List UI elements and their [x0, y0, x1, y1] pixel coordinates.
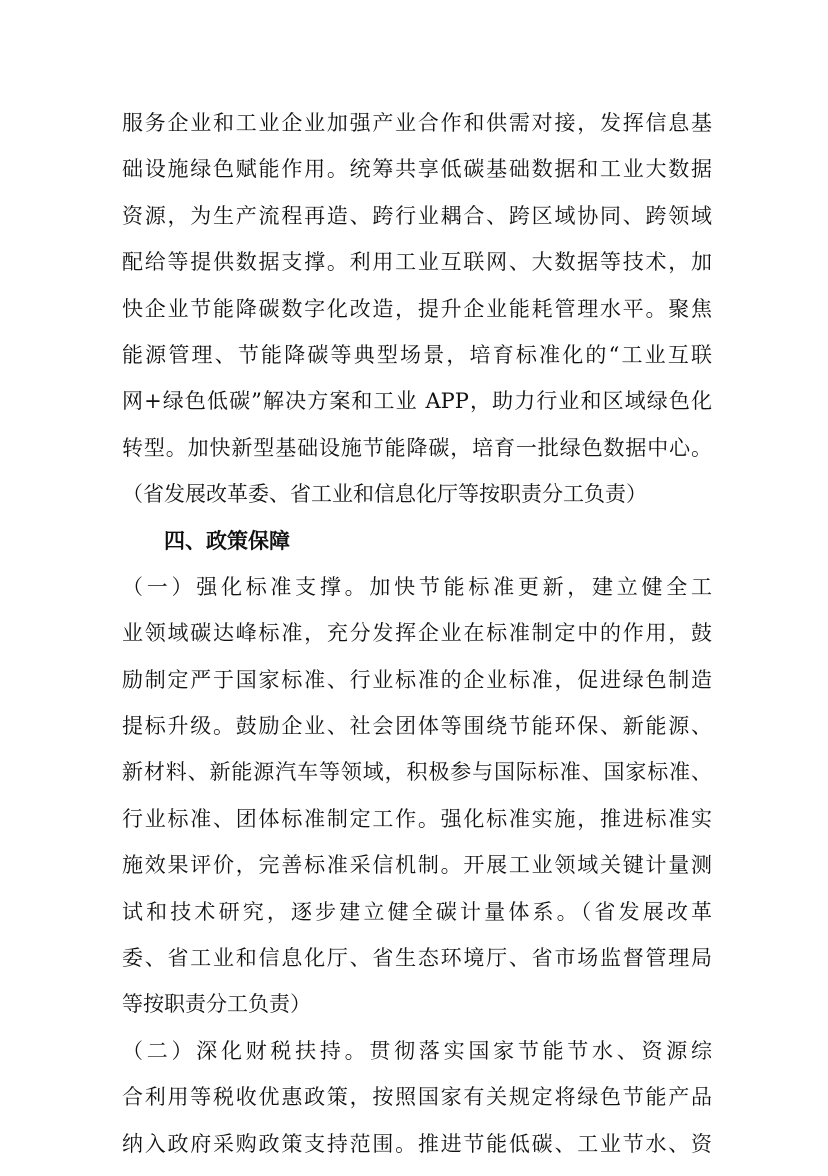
paragraph-line: 能源管理、节能降碳等典型场景，培育标准化的“工业互联: [122, 342, 712, 367]
paragraph-line: 新材料、新能源汽车等领域，积极参与国际标准、国家标准、: [122, 760, 712, 785]
paragraph-line: （二）深化财税扶持。贯彻落实国家节能节水、资源综: [122, 1038, 712, 1063]
paragraph-line: 等按职责分工负责）: [122, 992, 311, 1017]
paragraph-line: 配给等提供数据支撑。利用工业互联网、大数据等技术，加: [122, 250, 712, 275]
paragraph-line: 业领域碳达峰标准，充分发挥企业在标准制定中的作用，鼓: [122, 621, 712, 646]
paragraph-line: 提标升级。鼓励企业、社会团体等围绕节能环保、新能源、: [122, 714, 712, 739]
paragraph-line: 行业标准、团体标准制定工作。强化标准实施，推进标准实: [122, 806, 712, 831]
paragraph-line: 服务企业和工业企业加强产业合作和供需对接，发挥信息基: [122, 111, 712, 135]
paragraph-line: 纳入政府采购政策支持范围。推进节能低碳、工业节水、资: [122, 1131, 712, 1156]
paragraph-line: 快企业节能降碳数字化改造，提升企业能耗管理水平。聚焦: [122, 296, 712, 321]
section-heading: 四、政策保障: [164, 528, 290, 553]
paragraph-line: 网+绿色低碳”解决方案和工业 APP，助力行业和区域绿色化: [122, 389, 712, 414]
paragraph-line: 委、省工业和信息化厅、省生态环境厅、省市场监督管理局: [122, 946, 712, 971]
document-body: [122, 100, 712, 1167]
paragraph-line: 转型。加快新型基础设施节能降碳，培育一批绿色数据中心。: [122, 435, 712, 460]
paragraph-line: 施效果评价，完善标准采信机制。开展工业领域关键计量测: [122, 853, 712, 878]
paragraph-line: 合利用等税收优惠政策，按照国家有关规定将绿色节能产品: [122, 1085, 712, 1110]
paragraph-line: （一）强化标准支撑。加快节能标准更新，建立健全工: [122, 574, 712, 599]
paragraph-line: （省发展改革委、省工业和信息化厅等按职责分工负责）: [122, 482, 647, 507]
paragraph-line: 试和技术研究，逐步建立健全碳计量体系。（省发展改革: [122, 899, 712, 924]
paragraph-line: 础设施绿色赋能作用。统筹共享低碳基础数据和工业大数据: [122, 157, 712, 182]
paragraph-line: 励制定严于国家标准、行业标准的企业标准，促进绿色制造: [122, 667, 712, 692]
paragraph-line: 资源，为生产流程再造、跨行业耦合、跨区域协同、跨领域: [122, 203, 712, 228]
